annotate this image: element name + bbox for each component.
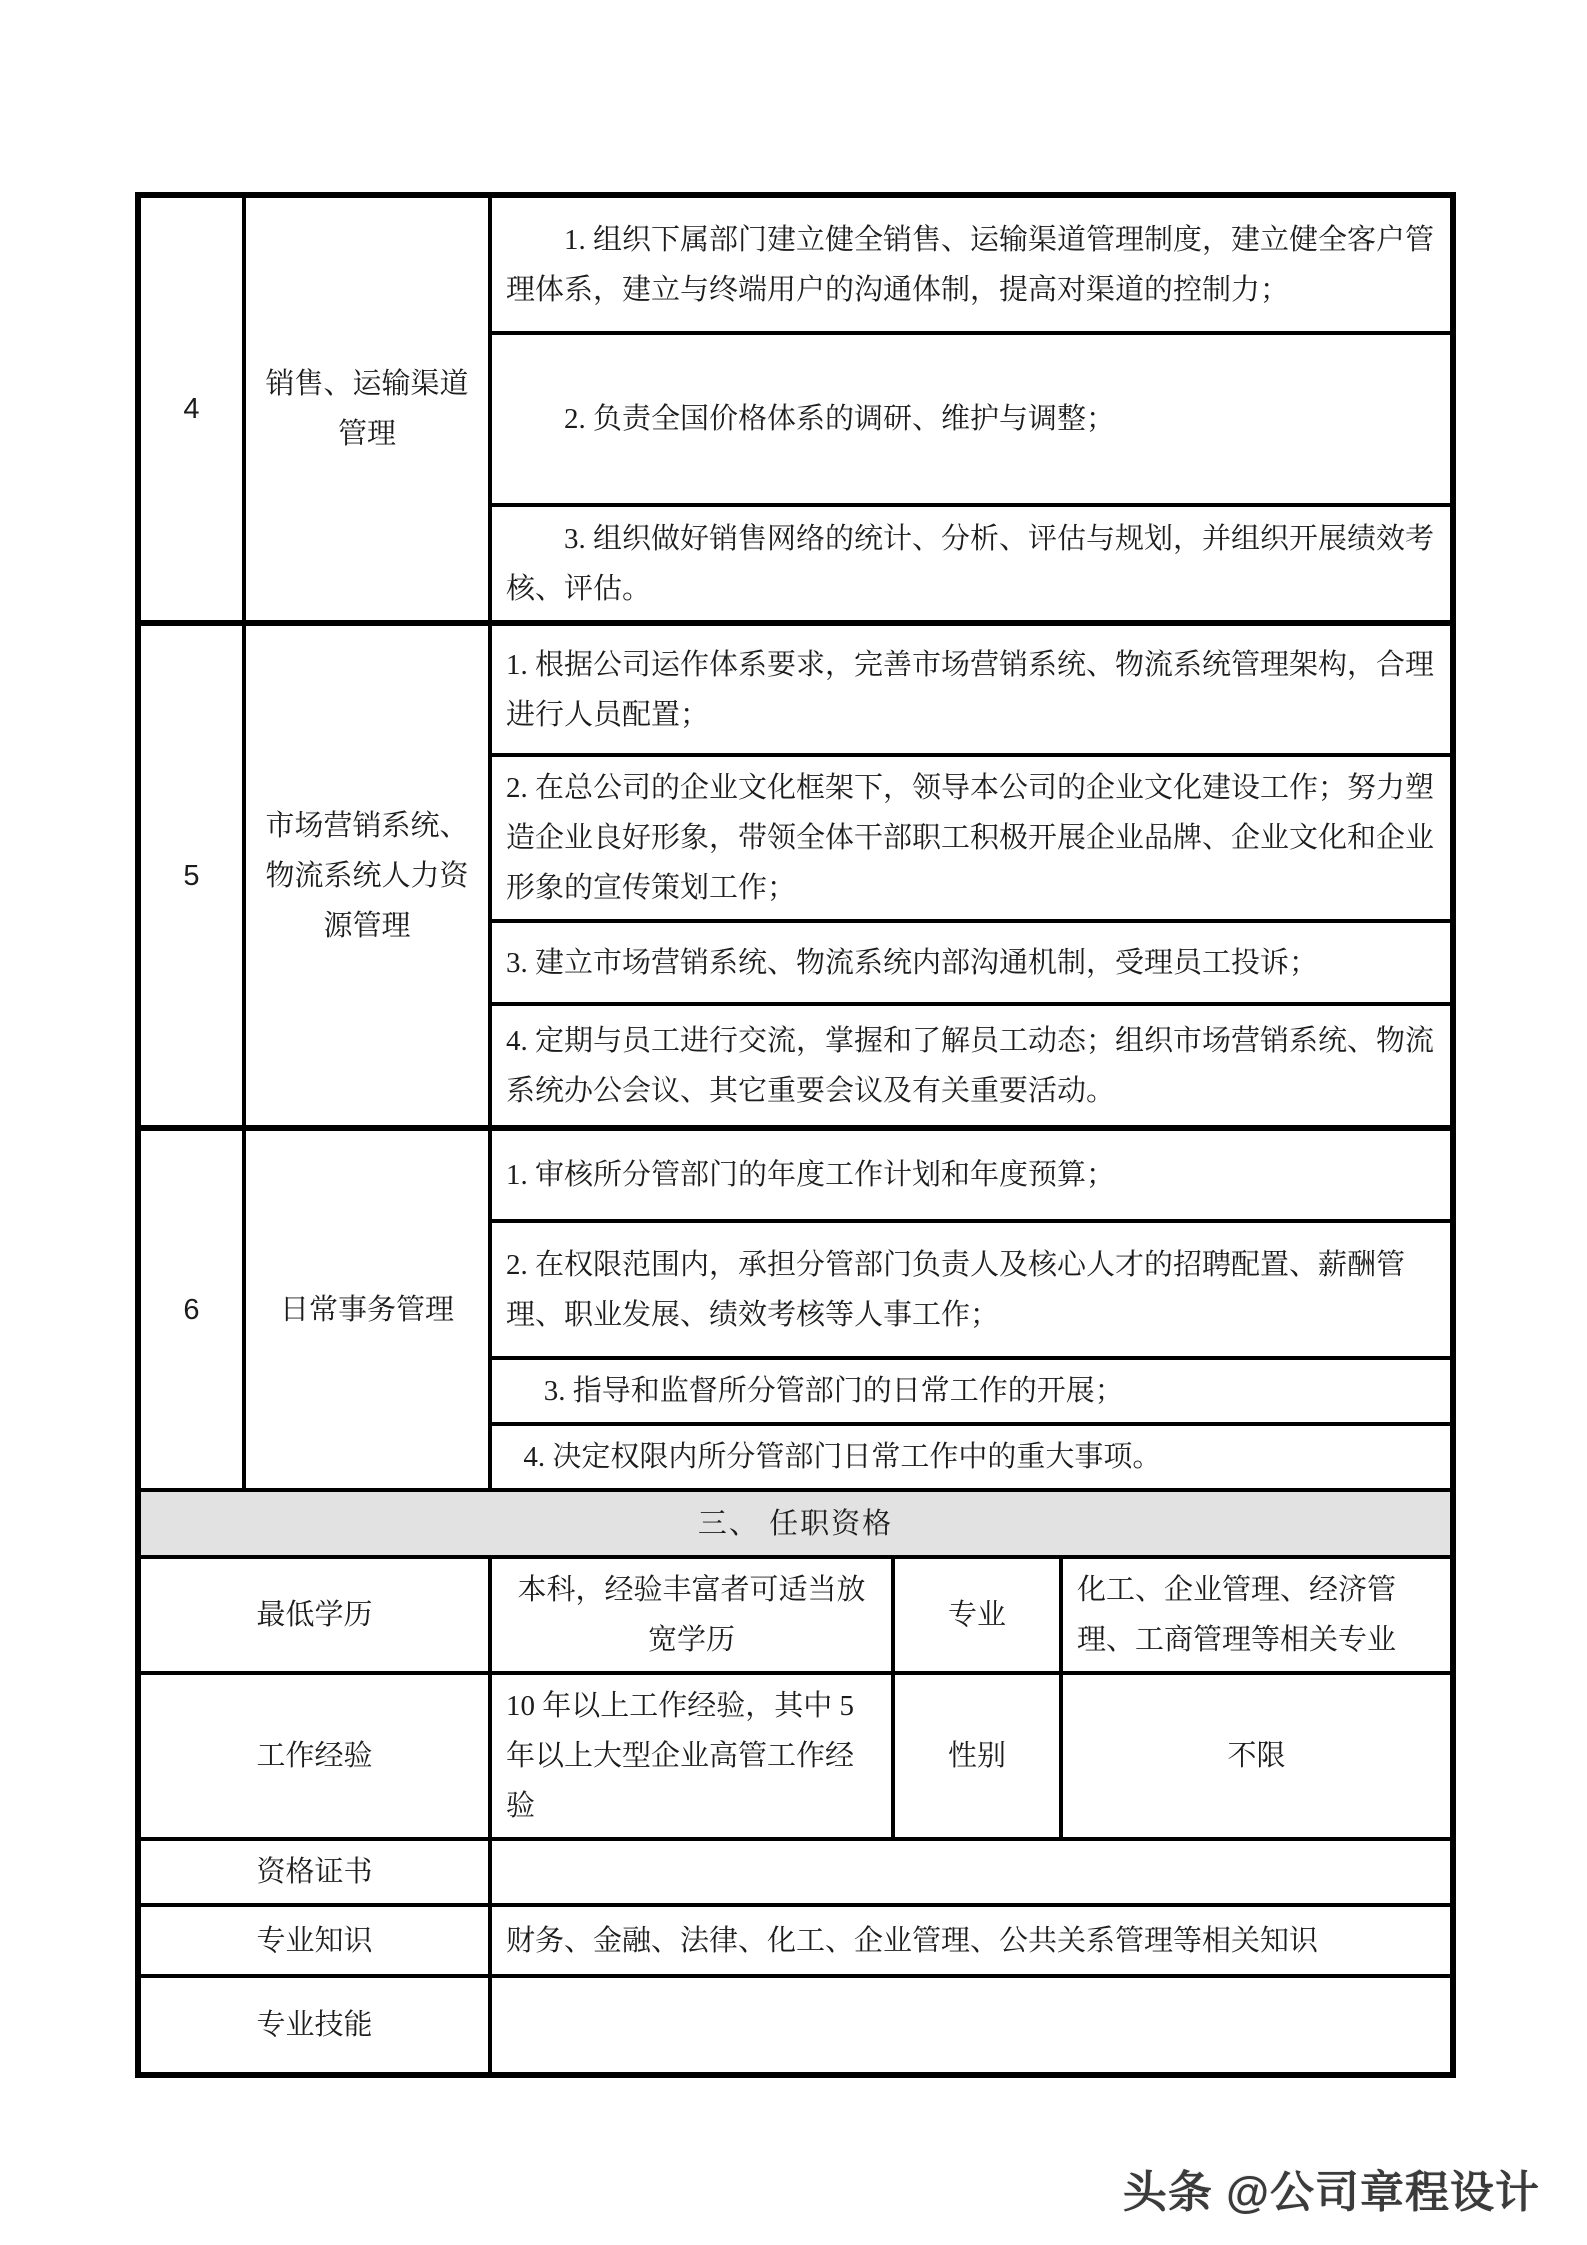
section-number: 6 [138, 1128, 244, 1490]
duty-item: 2. 在权限范围内，承担分管部门负责人及核心人才的招聘配置、薪酬管理、职业发展、绩效考核等人事工作； [490, 1221, 1453, 1358]
table-row [138, 623, 1453, 755]
duty-item: 4. 决定权限内所分管部门日常工作中的重大事项。 [490, 1424, 1453, 1490]
table-row [138, 1839, 1453, 1905]
duty-item: 1. 审核所分管部门的年度工作计划和年度预算； [490, 1128, 1453, 1221]
duty-item: 3. 组织做好销售网络的统计、分析、评估与规划，并组织开展绩效考核、评估。 [490, 505, 1453, 623]
qual-label: 资格证书 [138, 1839, 490, 1905]
qual-value: 化工、企业管理、经济管理、工商管理等相关专业 [1061, 1557, 1453, 1673]
job-description-table [135, 192, 1456, 2078]
duty-item: 1. 组织下属部门建立健全销售、运输渠道管理制度，建立健全客户管理体系，建立与终端用户的沟通体制，提高对渠道的控制力； [490, 195, 1453, 333]
qual-value [490, 1976, 1453, 2075]
watermark: 头条 @公司章程设计 [1122, 2168, 1540, 2217]
qual-label: 专业技能 [138, 1976, 490, 2075]
banner-row [138, 1490, 1453, 1557]
table-row [138, 1673, 1453, 1839]
duty-item: 4. 定期与员工进行交流，掌握和了解员工动态；组织市场营销系统、物流系统办公会议、其它重要会议及有关重要活动。 [490, 1004, 1453, 1128]
qual-label: 最低学历 [138, 1557, 490, 1673]
duty-item: 2. 在总公司的企业文化框架下，领导本公司的企业文化建设工作；努力塑造企业良好形象，带领全体干部职工积极开展企业品牌、企业文化和企业形象的宣传策划工作； [490, 755, 1453, 921]
section-banner: 三、 任职资格 [138, 1490, 1453, 1557]
qual-value [490, 1839, 1453, 1905]
section-category: 市场营销系统、物流系统人力资源管理 [244, 623, 490, 1128]
section-number: 4 [138, 195, 244, 623]
section-number: 5 [138, 623, 244, 1128]
qual-value: 财务、金融、法律、化工、企业管理、公共关系管理等相关知识 [490, 1905, 1453, 1976]
table-row [138, 1976, 1453, 2075]
section-category: 日常事务管理 [244, 1128, 490, 1490]
table-row [138, 1905, 1453, 1976]
qual-value: 10 年以上工作经验，其中 5 年以上大型企业高管工作经验 [490, 1673, 893, 1839]
table-row [138, 195, 1453, 333]
table-row [138, 1128, 1453, 1221]
qual-label: 工作经验 [138, 1673, 490, 1839]
section-category: 销售、运输渠道管理 [244, 195, 490, 623]
qual-value: 本科，经验丰富者可适当放宽学历 [490, 1557, 893, 1673]
qual-value: 不限 [1061, 1673, 1453, 1839]
duty-item: 2. 负责全国价格体系的调研、维护与调整； [490, 333, 1453, 505]
qual-label: 专业知识 [138, 1905, 490, 1976]
table-row [138, 1557, 1453, 1673]
duty-item: 3. 指导和监督所分管部门的日常工作的开展； [490, 1358, 1453, 1424]
duty-item: 3. 建立市场营销系统、物流系统内部沟通机制，受理员工投诉； [490, 921, 1453, 1004]
qual-label: 专业 [893, 1557, 1061, 1673]
duty-item: 1. 根据公司运作体系要求，完善市场营销系统、物流系统管理架构，合理进行人员配置； [490, 623, 1453, 755]
qual-label: 性别 [893, 1673, 1061, 1839]
